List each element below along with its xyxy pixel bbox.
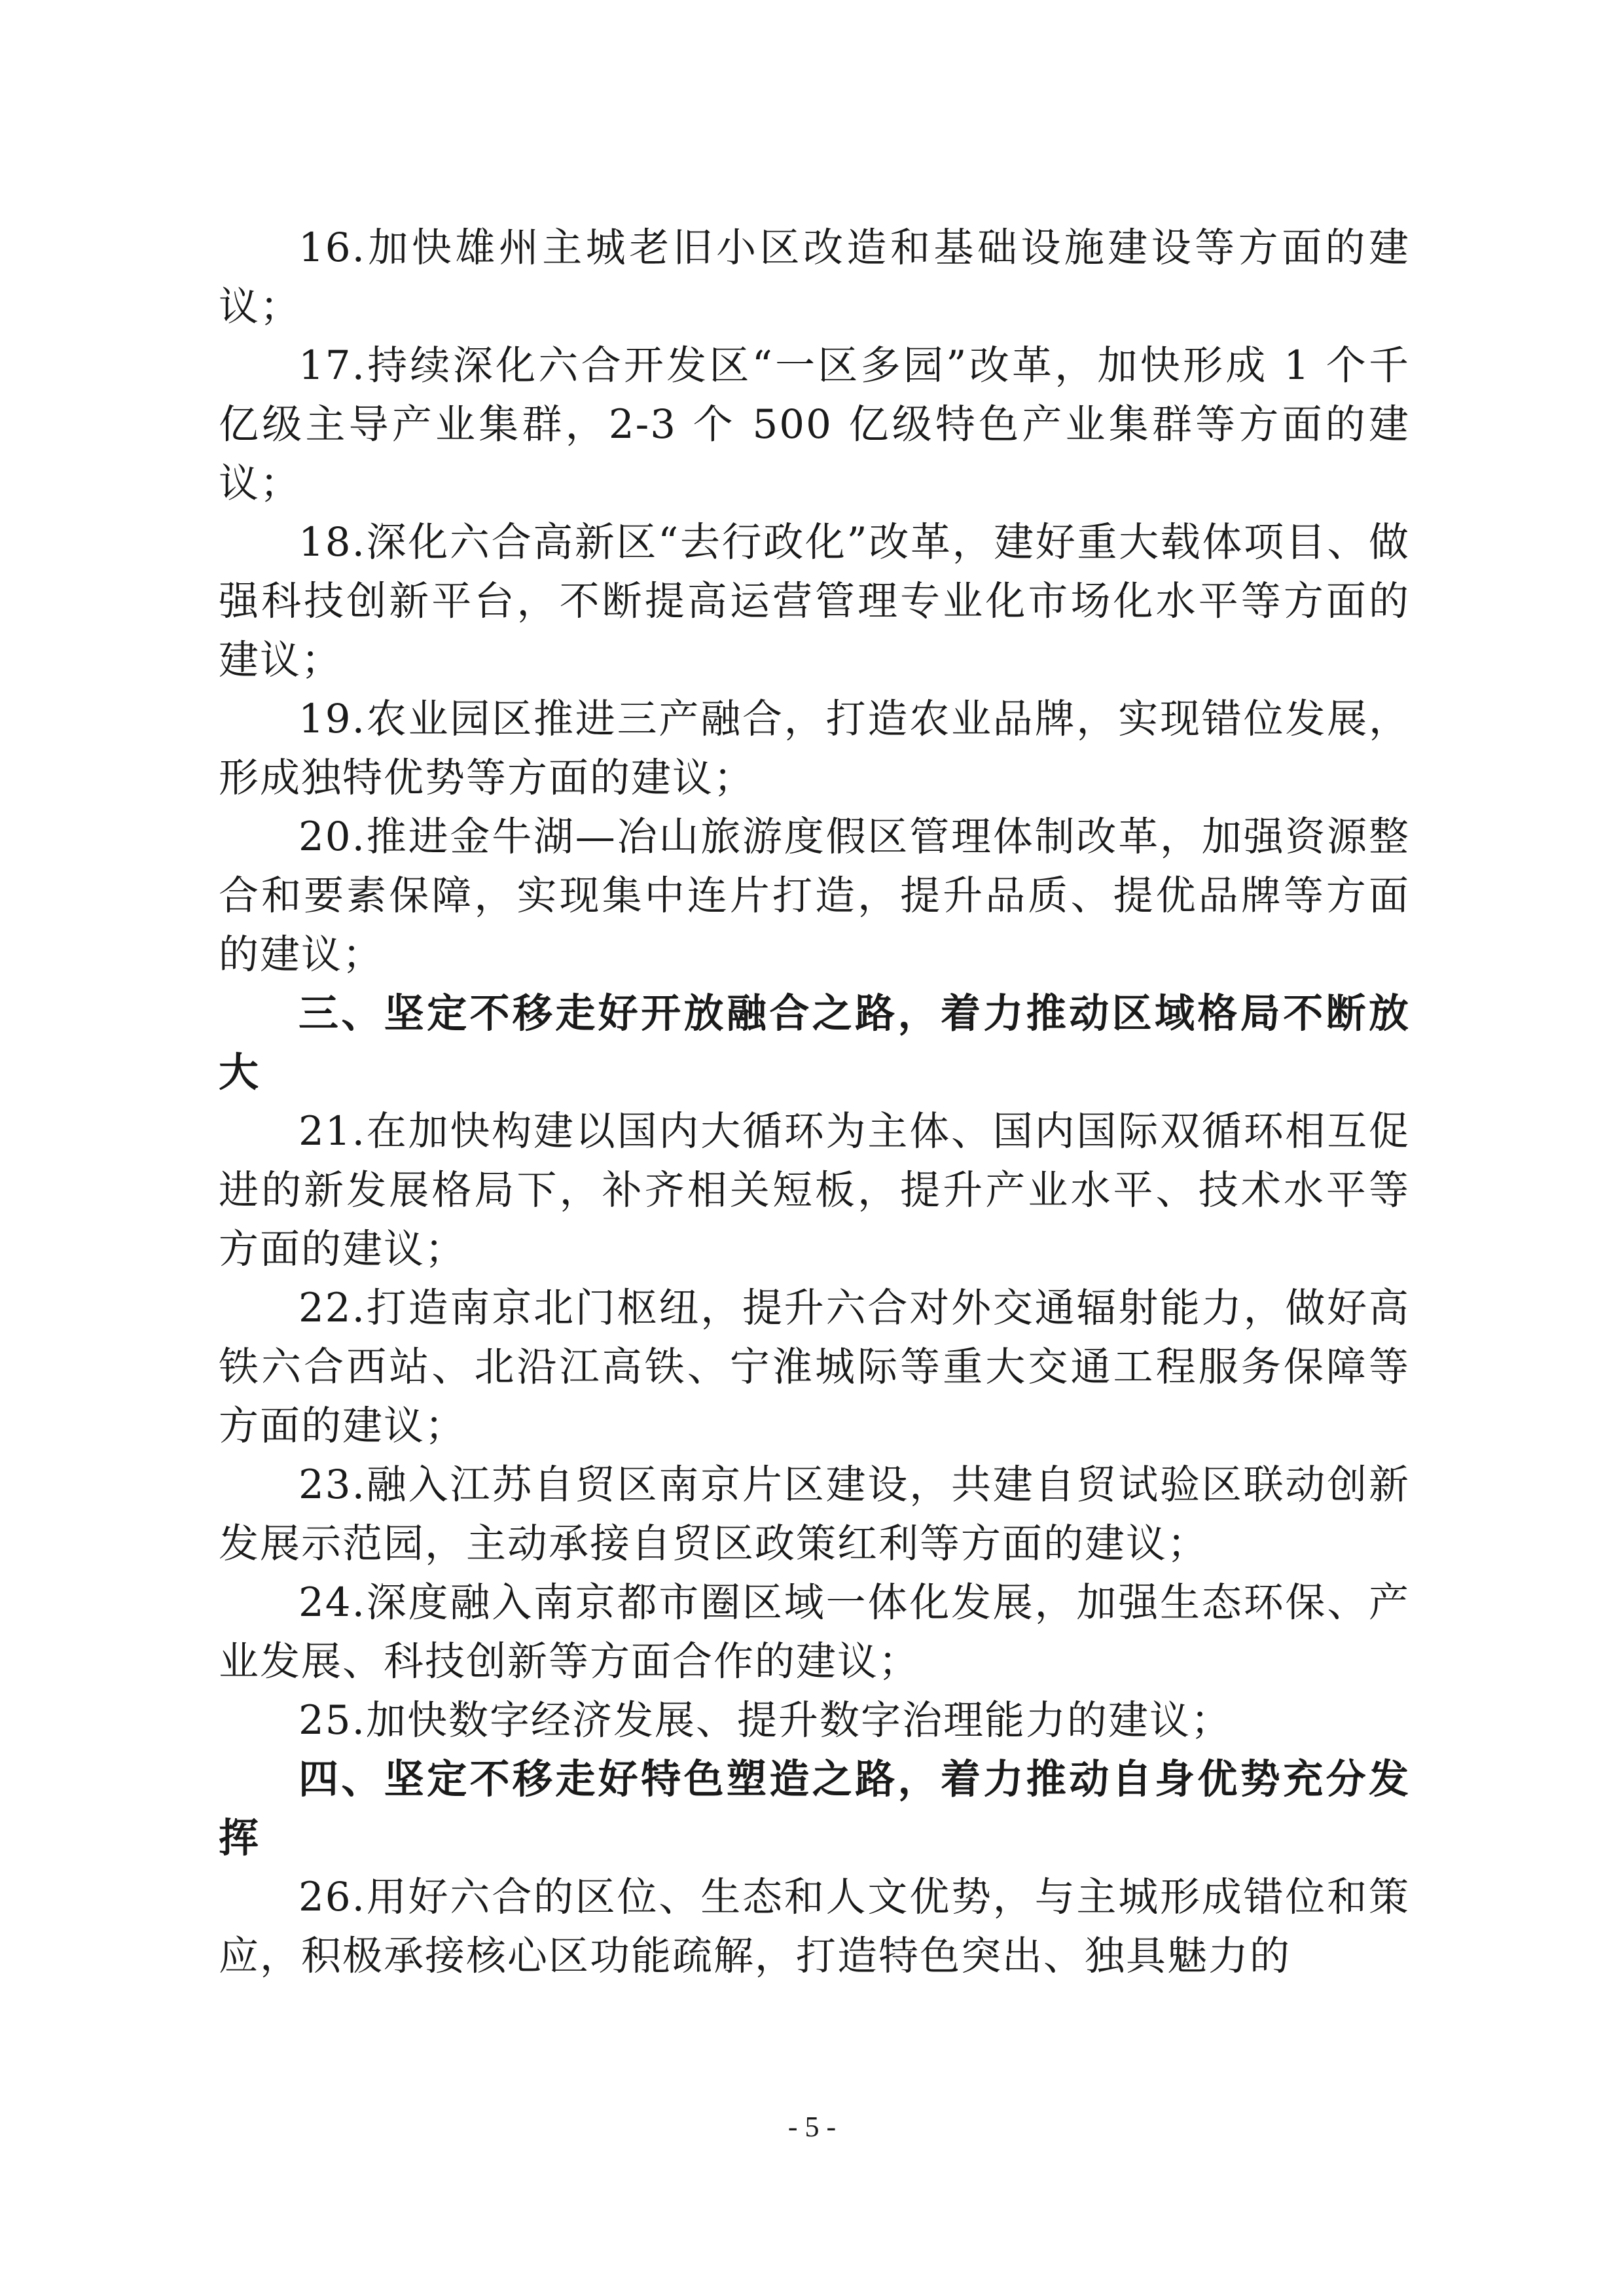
page-number: - 5 - [787,2111,837,2143]
suggestion-17: 17.持续深化六合开发区“一区多园”改革，加快形成 1 个千亿级主导产业集群，2-3 个 500 亿级特色产业集群等方面的建议； [219,342,1410,507]
suggestion-25: 25.加快数字经济发展、提升数字治理能力的建议； [298,1697,1233,1744]
suggestion-26: 26.用好六合的区位、生态和人文优势，与主城形成错位和策应，积极承接核心区功能疏解，打造特色突出、独具魅力的 [219,1874,1410,1979]
suggestion-22: 22.打造南京北门枢纽，提升六合对外交通辐射能力，做好高铁六合西站、北沿江高铁、宁淮城际等重大交通工程服务保障等方面的建议； [219,1285,1410,1449]
suggestion-18: 18.深化六合高新区“去行政化”改革，建好重大载体项目、做强科技创新平台，不断提高运营管理专业化市场化水平等方面的建议； [219,519,1410,683]
suggestion-24: 24.深度融入南京都市圈区域一体化发展，加强生态环保、产业发展、科技创新等方面合作的建议； [219,1579,1410,1685]
suggestion-23: 23.融入江苏自贸区南京片区建设，共建自贸试验区联动创新发展示范园，主动承接自贸区政策红利等方面的建议； [219,1462,1410,1567]
suggestion-16: 16.加快雄州主城老旧小区改造和基础设施建设等方面的建议； [219,224,1410,330]
section-heading-3: 三、坚定不移走好开放融合之路，着力推动区域格局不断放大 [219,990,1410,1096]
section-heading-4: 四、坚定不移走好特色塑造之路，着力推动自身优势充分发挥 [219,1756,1410,1861]
document-body [219,219,1410,1986]
suggestion-19: 19.农业园区推进三产融合，打造农业品牌，实现错位发展，形成独特优势等方面的建议； [219,696,1410,801]
suggestion-20: 20.推进金牛湖—冶山旅游度假区管理体制改革，加强资源整合和要素保障，实现集中连片打造，提升品质、提优品牌等方面的建议； [219,814,1410,978]
suggestion-21: 21.在加快构建以国内大循环为主体、国内国际双循环相互促进的新发展格局下，补齐相关短板，提升产业水平、技术水平等方面的建议； [219,1108,1410,1272]
